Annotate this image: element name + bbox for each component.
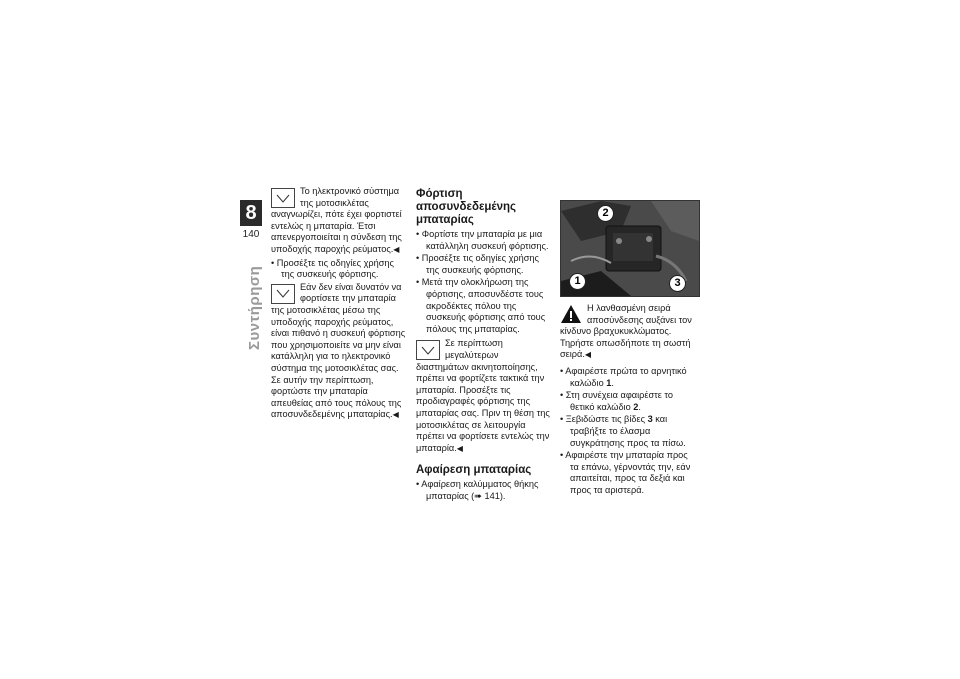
callout-2: 2 bbox=[597, 205, 614, 222]
end-mark: ◀ bbox=[393, 244, 400, 254]
end-mark: ◀ bbox=[456, 443, 463, 453]
heading-remove-battery: Αφαίρεση μπαταρίας bbox=[416, 464, 532, 477]
list-item: • Στη συνέχεια αφαιρέστε το θετικό καλώδιο 2. bbox=[560, 390, 698, 413]
list-item: • Μετά την ολοκλήρωση της φόρτισης, αποσυνδέστε τους ακροδέκτες πόλου της συσκευής φόρτισης από τους πόλους της μπαταρίας. bbox=[416, 277, 550, 335]
list-item: • Αφαίρεση καλύμματος θήκης μπαταρίας (➠ 141). bbox=[416, 479, 550, 502]
warning-paragraph: Η λανθασμένη σειρά αποσύνδεσης αυξάνει τον κίνδυνο βραχυκυκλώματος. Τηρήστε οπωσδήποτε τη σωστή σειρά.◀ bbox=[560, 303, 692, 360]
note-paragraph-3: Σε περίπτωση μεγαλύτερων διαστημάτων ακινητοποίησης, πρέπει να φορτίζετε τακτικά την μπαταρία. Προσέξτε τις προδιαγραφές φόρτισης της μπαταρίας σας. Πριν τη θέση της μοτοσικλέτας σε λειτουργία πρέπει να φορτίσετε εντελώς την μπαταρία.◀ bbox=[416, 338, 550, 453]
note-icon bbox=[271, 284, 295, 304]
list-item: • Ξεβιδώστε τις βίδες 3 και τραβήξτε το έλασμα συγκράτησης προς τα πίσω. bbox=[560, 414, 698, 449]
column-2 bbox=[416, 188, 550, 503]
page-number: 140 bbox=[242, 229, 260, 240]
callout-3: 3 bbox=[669, 275, 686, 292]
list-item: • Φορτίστε την μπαταρία με μια κατάλληλη συσκευή φόρτισης. bbox=[416, 229, 550, 252]
column-3 bbox=[560, 200, 698, 498]
section-title: Συντήρηση bbox=[246, 265, 263, 350]
list-item: • Προσέξτε τις οδηγίες χρήσης της συσκευής φόρτισης. bbox=[271, 258, 409, 281]
column-1 bbox=[271, 186, 409, 423]
list-item: • Αφαιρέστε πρώτα το αρνητικό καλώδιο 1. bbox=[560, 366, 698, 389]
chapter-number: 8 bbox=[240, 200, 262, 226]
callout-1: 1 bbox=[569, 273, 586, 290]
list-item: • Προσέξτε τις οδηγίες χρήσης της συσκευής φόρτισης. bbox=[416, 253, 550, 276]
note-paragraph-1: Το ηλεκτρονικό σύστημα της μοτοσικλέτας αναγνωρίζει, πότε έχει φορτιστεί εντελώς η μπαταρία. Έτσι απενεργοποιείται η σύνδεση της υποδοχής παροχής ρεύματος.◀ bbox=[271, 186, 402, 254]
battery-photo bbox=[560, 200, 700, 297]
list-item: • Αφαιρέστε την μπαταρία προς τα επάνω, γέρνοντάς την, εάν απαιτείται, προς τα δεξιά και προς τα αριστερά. bbox=[560, 450, 698, 496]
warning-icon bbox=[560, 304, 582, 324]
end-mark: ◀ bbox=[584, 350, 592, 360]
note-icon bbox=[416, 340, 440, 360]
end-mark: ◀ bbox=[392, 410, 399, 420]
note-icon bbox=[271, 188, 295, 208]
note-paragraph-2: Εάν δεν είναι δυνατόν να φορτίσετε την μπαταρία της μοτοσικλέτας μέσω της υποδοχής παροχής ρεύματος, είναι πιθανό η συσκευή φόρτισης που χρησιμοποιείτε να μην είναι κατάλληλη για το ηλεκτρονικό σύστημα της μοτοσικλέτας σας. Σε αυτήν την περίπτωση, φορτώστε την μπαταρία απευθείας από τους πόλους της αποσυνδεδεμένης μπαταρίας.◀ bbox=[271, 281, 406, 420]
heading-charge-disconnected: Φόρτιση αποσυνδεδεμένης μπαταρίας bbox=[416, 188, 517, 226]
